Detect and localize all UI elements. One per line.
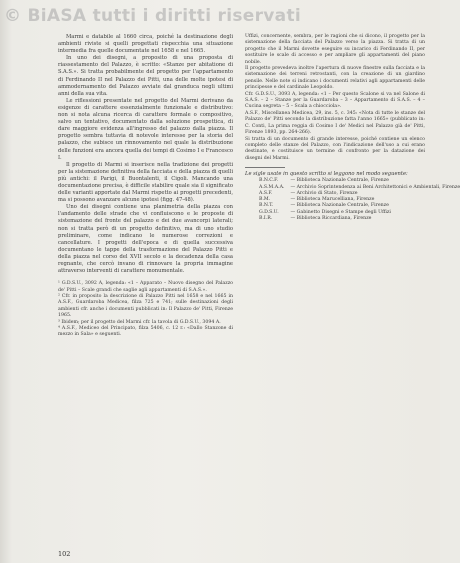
body-paragraph: Le riflessioni presentate nel progetto del Marmi derivano da esigenze di carattere essenzialmente funzionale e distributivo: non si nota alcuna ricerca di carattere formale o compositivo, salvo un tentativo, documentato dalla soluzione prospettica, di dare maggiore evidenza all'ingresso del palazzo dalla piazza. Il progetto sembra tuttavia di notevole interesse per la storia del palazzo, che subisce un rinnovamento nel quale la distribuzione delle funzioni era ancora quella dei tempi di Cosimo I e Francesco I. [58, 97, 233, 161]
abbreviation-value: Archivio di Stato, Firenze [296, 190, 358, 196]
abbreviation-row: B.N.T. — Biblioteca Nazionale Centrale, Firenze [259, 203, 389, 209]
abbreviation-row: A.S.M.A.A. — Archivio Soprintendenza ai Beni Architettonici e Ambientali, Firenze [259, 184, 460, 190]
footnote: ² Cfr. in proposito la descrizione di Palazzo Pitti nel 1658 e nel 1665 in A.S.F., Guardaroba Medicea, filza 725 e 741; sulle destinazioni degli ambienti cfr. anche i documenti pubblicati in: Il Palazzo de' Pitti, Firenze 1965. [58, 294, 233, 319]
right-column [245, 34, 460, 222]
abbreviation-value: Biblioteca Marucelliana, Firenze [296, 197, 375, 203]
abbreviation-key: B.M. [259, 197, 271, 203]
body-paragraph: In uno dei disegni, a proposito di una proposta di riassestamento del Palazzo, è scritto: «Stanze per abitatione di S.A.S.». Si tratta probabilmente del progetto per l'appartamento di Ferdinando II nel Palazzo dei Pitti, una delle molte ipotesi di ammodernamento del Palazzo avviate dal granduca negli ultimi anni della sua vita. [58, 55, 233, 97]
abbreviation-value: Gabinetto Disegni e Stampe degli Uffizi [296, 209, 391, 215]
footnote: Si tratta di un documento di grande interesse, poiché contiene un elenco completo delle stanze del Palazzo, con l'indicazione dell'uso a cui erano destinate, e costituisce un termine di confronto per la datazione dei disegni del Marmi. [245, 136, 425, 161]
abbreviation-key: B.N.C.F. [259, 178, 279, 184]
footnote: Il progetto prevedeva inoltre l'apertura di nuove finestre sulla facciata e la sistemazione dei terreni retrostanti, con la creazione di un giardino pensile. Nelle note si indicano i documenti relativi agli appartamenti delle principesse e del cardinale Leopoldo. [245, 66, 425, 91]
abbreviation-value: Biblioteca Nazionale Centrale, Firenze [296, 203, 389, 209]
abbreviation-row: B.I.R. — Biblioteca Riccardiana, Firenze [259, 216, 372, 221]
footnote: ³ Ibidem; per il progetto del Marmi cfr. la tavola di G.D.S.U., 3094 A. [58, 319, 221, 325]
footnote: ⁴ A.S.F., Mediceo del Principato, filza 5406, c. 12 r.: «Dallo Stanzone di mezzo in Sala» e seguenti. [58, 326, 233, 338]
abbreviations-intro: Le sigle usate in questo scritto si leggono nel modo seguente: [245, 171, 408, 178]
abbreviation-row: B.N.C.F. — Biblioteca Nazionale Centrale, Firenze [259, 178, 389, 184]
left-column [58, 34, 233, 339]
footnote: Cfr. G.D.S.U., 3093 A, legenda: «1 – Per questo Scalone si va nel Salone di S.A.S. – 2 – Stanze per la Guardaroba – 3 – Appartamento di S.A.S. – 4 – Cucina segreta – 5 – Scala a chiocciola». [245, 91, 425, 110]
page-number: 102 [58, 550, 71, 558]
body-paragraph: Marmi e databile al 1660 circa, poiché la destinazione degli ambienti riviste si quelli progettati rispecchia una situazione intermedia fra quelle documentate nel 1658 e nel 1665. [58, 34, 233, 55]
footnotes [58, 281, 233, 339]
abbreviation-value: Archivio Soprintendenza ai Beni Architettonici e Ambientali, Firenze [296, 184, 460, 190]
footnote: Uffizi, concernente, sembra, per le ragioni che si dicono, il progetto per la sistemazione della facciata del Palazzo verso la piazza. Si tratta di un progetto che il Marmi dovette eseguire su incarico di Ferdinando II, per sostituire le scale di accesso e per ampliare gli appartamenti del piano nobile. [245, 34, 425, 65]
abbreviations-list [259, 178, 460, 222]
footnote: A.S.F., Miscellanea Medicea, 29, ins. 5, c. 345: «Nota di tutte le stanze del Palazzo de' Pitti secondo la distribuzione fatta l'anno 1665» (pubblicato in: C. Conti, La prima reggia di Cosimo I de' Medici nel Palazzo già de' Pitti, Firenze 1893, pp. 264-266). [245, 110, 425, 136]
divider [245, 167, 285, 168]
body-paragraph: Il progetto di Marmi si inserisce nella tradizione dei progetti per la sistemazione definitiva della facciata e della piazza di quelli più antichi: il Parigi, il Buontalenti, il Cigoli. Mancando una documentazione precisa, è difficile stabilire quale sia il significato delle varianti apportate dal Marmi rispetto ai progetti precedenti, ma si possono avanzare alcune ipotesi (figg. 47-48). [58, 161, 233, 204]
abbreviation-value: Biblioteca Nazionale Centrale, Firenze [296, 178, 389, 184]
footnote: ¹ G.D.S.U., 3092 A, legenda: «1 – Apparato – Nuovo disegno del Palazzo de' Pitti – Scale grandi che saglie agli appartamenti di S.A.S.». [58, 281, 233, 293]
abbreviation-key: B.I.R. [259, 216, 273, 221]
abbreviation-row: A.S.F. — Archivio di Stato, Firenze [259, 190, 358, 196]
abbreviation-row: B.M. — Biblioteca Marucelliana, Firenze [259, 197, 375, 203]
abbreviation-key: A.S.M.A.A. [259, 184, 285, 190]
abbreviation-row: G.D.S.U. — Gabinetto Disegni e Stampe degli Uffizi [259, 209, 391, 215]
abbreviation-key: B.N.T. [259, 203, 274, 209]
abbreviation-key: G.D.S.U. [259, 209, 279, 215]
abbreviation-key: A.S.F. [259, 190, 273, 196]
watermark: © BiASA tutti i diritti riservati [4, 6, 302, 26]
body-paragraph: Uno dei disegni contiene una planimetria della piazza con l'andamento delle strade che vi confluiscono e le proposte di sistemazione del fronte del palazzo e dei due avancorpi laterali; non si tratta però di un progetto definitivo, ma di uno studio preliminare, come indicano le numerose correzioni e cancellature. I progetti dell'epoca e di quella successiva documentano le tappe della trasformazione del Palazzo Pitti e della piazza nel corso del XVII secolo e la decadenza della casa regnante, che cercò invano di rinnovare la propria immagine attraverso interventi di carattere monumentale. [58, 204, 233, 275]
footnotes-continued [245, 34, 425, 162]
abbreviation-value: Biblioteca Riccardiana, Firenze [296, 216, 372, 221]
